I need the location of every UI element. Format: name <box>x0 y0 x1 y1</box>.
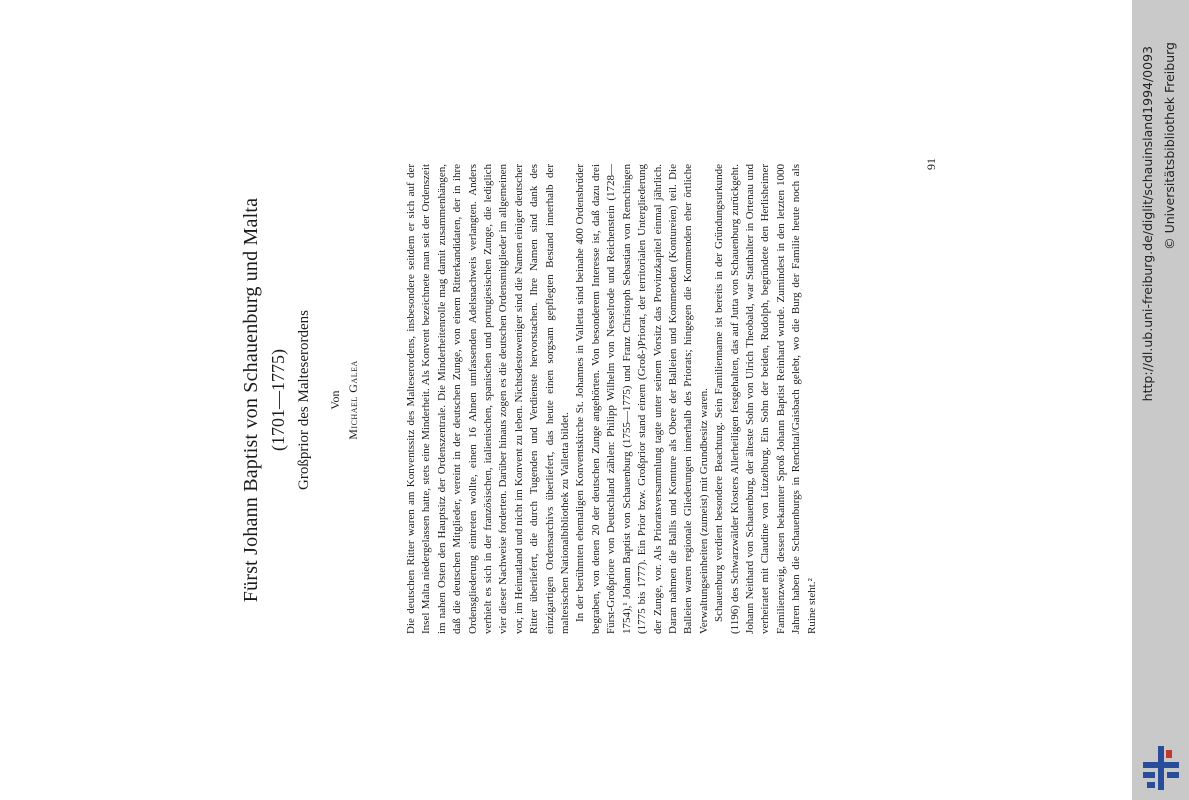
ub-freiburg-logo-icon <box>1139 744 1183 792</box>
paragraph: In der berühmten ehemaligen Konventskirche St. Johannes in Valletta sind beinahe 400 Ordensbrüder begraben, von denen 20 der deutschen Zunge angehörten. Von besonderem Interesse ist, daß dazu drei Fürst-Großpriore von Deutschland zählen: Philipp Wilhelm von Nesselrode und Reichenstein (1728—1754),¹ Johann Baptist von Schauenburg (1755—1775) und Franz Christoph Sebastian von Remchingen (1775 bis 1777). Ein Prior bzw. Großprior stand einem (Groß-)Priorat, der territorialen Untergliederung der Zunge, vor. Als Prioratsversammlung tagte unter seinem Vorsitz das Provinzkapitel einmal jährlich. Daran nahmen die Ballis und Komture als Obere der Balleien und Kommenden (Kontureien) teil. Die Balleien waren regionale Gliederungen innerhalb des Priorats; hingegen die Kommenden eher örtliche Verwaltungseinheiten (zumeist) mit Grundbesitz waren. <box>574 164 710 634</box>
article-years: (1701—1775) <box>268 349 288 451</box>
page-number: 91 <box>924 158 938 170</box>
article-title: Fürst Johann Baptist von Schauenburg und Malta <box>240 197 262 603</box>
byline-von: Von <box>328 390 342 410</box>
sidebar-text <box>1132 0 1189 800</box>
article-body <box>404 164 820 634</box>
library-sidebar <box>1132 0 1189 800</box>
source-url-link[interactable]: http://dl.ub.uni-freiburg.de/diglit/schauinsland1994/0093 <box>1140 46 1155 402</box>
paragraph: Schauenburg verdient besondere Beachtung. Sein Familienname ist bereits in der Gründungsurkunde (1196) des Schwarzwälder Klosters Allerheiligen festgehalten, das auf Jutta von Schauenburg zurückgeht. Johann Neithard von Schauenburg, der älteste Sohn von Ulrich Theobald, war Statthalter in Ortenau und verheiratet mit Claudine von Lützelburg. Ein Sohn der beiden, Rudolph, begründete den Herlisheimer Familienzweig, dessen bekannter Sproß Johann Baptist Reinhard wurde. Zumindest in den letzten 1000 Jahren haben die Schauenburgs in Renchtal/Gaisbach gelebt, wo die Burg der Familie heute noch als Ruine steht.² <box>713 164 818 634</box>
article-author: Michael Galea <box>346 360 360 440</box>
paragraph: Die deutschen Ritter waren am Konventssitz des Malteserordens, insbesondere seitdem er sich auf der Insel Malta niedergelassen hatte, stets eine Minderheit. Als Konvent bezeichnete man seit der Ordenszeit im nahen Osten den Hauptsitz der Ordenszentrale. Die Minderheitenrolle mag damit zusammenhängen, daß die deutschen Mitglieder, vereint in der deutschen Zunge, von einem Ritterkandidaten, der in ihre Ordensgliederung eintreten wollte, einen 16 Ahnen umfassenden Adelsnachweis verlangten. Anders verhielt es sich in der französischen, italienischen, spanischen und portugiesischen Zunge, die lediglich vier dieser Nachweise forderten. Darüber hinaus zogen es die deutschen Ordensmitglieder im allgemeinen vor, im Heimatland und nicht im Konvent zu leben. Nichtsdestoweniger sind die Namen einiger deutscher Ritter überliefert, die durch Tugenden und Verdienste hervorstachen. Ihre Namen sind dank des einzigartigen Ordensarchivs überliefert, das heute einen sorgsam gepflegten Bestand innerhalb der maltesischen Nationalbibliothek zu Valletta bildet. <box>405 164 572 634</box>
article-subtitle: Großprior des Malteserordens <box>296 310 312 490</box>
copyright-notice: © Universitätsbibliothek Freiburg <box>1162 42 1177 250</box>
